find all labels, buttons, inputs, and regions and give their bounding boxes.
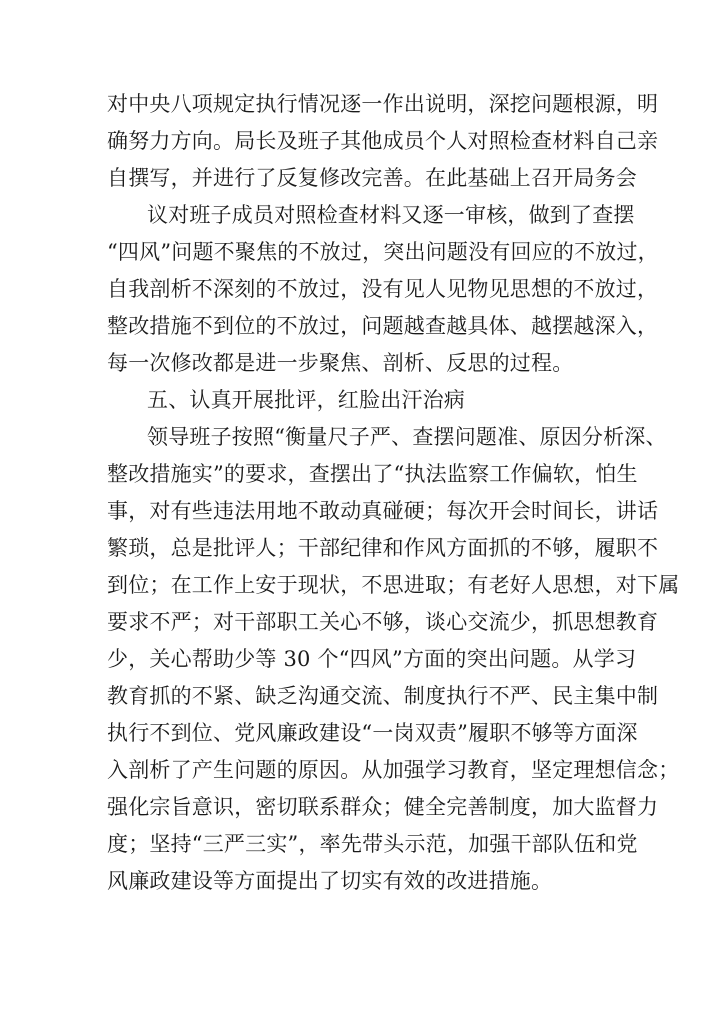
paragraph-line: 度；坚持“三严三实”，率先带头示范，加强干部队伍和党 — [107, 832, 638, 856]
paragraph-line: 少，关心帮助少等 30 个“四风”方面的突出问题。从学习 — [107, 647, 637, 671]
paragraph-line: 整改措施实”的要求，查摆出了“执法监察工作偏软，怕生 — [107, 462, 638, 486]
paragraph-line: 自我剖析不深刻的不放过，没有见人见物见思想的不放过， — [107, 277, 659, 301]
paragraph-line: 每一次修改都是进一步聚焦、剖析、反思的过程。 — [107, 351, 574, 375]
paragraph-line: 要求不严；对干部职工关心不够，谈心交流少，抓思想教育 — [107, 610, 659, 634]
paragraph-line: 确努力方向。局长及班子其他成员个人对照检查材料自己亲 — [107, 129, 659, 153]
paragraph-line: 到位；在工作上安于现状，不思进取；有老好人思想，对下属 — [107, 573, 680, 597]
paragraph-line: 教育抓的不紧、缺乏沟通交流、制度执行不严、民主集中制 — [107, 684, 659, 708]
paragraph-line: 事，对有些违法用地不敢动真碰硬；每次开会时间长，讲话 — [107, 499, 659, 523]
paragraph-line: 整改措施不到位的不放过，问题越查越具体、越摆越深入， — [107, 314, 659, 338]
paragraph-line: 自撰写，并进行了反复修改完善。在此基础上召开局务会 — [107, 166, 637, 190]
paragraph-line: 繁琐，总是批评人；干部纪律和作风方面抓的不够，履职不 — [107, 536, 659, 560]
paragraph-line: 入剖析了产生问题的原因。从加强学习教育，坚定理想信念； — [107, 758, 680, 782]
paragraph-line: 风廉政建设等方面提出了切实有效的改进措施。 — [107, 869, 553, 893]
paragraph-line: 执行不到位、党风廉政建设“一岗双责”履职不够等方面深 — [107, 721, 638, 745]
paragraph-line: “四风”问题不聚焦的不放过，突出问题没有回应的不放过， — [107, 240, 659, 264]
paragraph-line: 强化宗旨意识，密切联系群众；健全完善制度，加大监督力 — [107, 795, 659, 819]
paragraph-line: 议对班子成员对照检查材料又逐一审核，做到了查摆 — [147, 203, 635, 227]
section-heading: 五、认真开展批评，红脸出汗治病 — [147, 388, 465, 412]
paragraph-line: 领导班子按照“衡量尺子严、查摆问题准、原因分析深、 — [147, 425, 667, 449]
paragraph-line: 对中央八项规定执行情况逐一作出说明，深挖问题根源，明 — [107, 92, 659, 116]
